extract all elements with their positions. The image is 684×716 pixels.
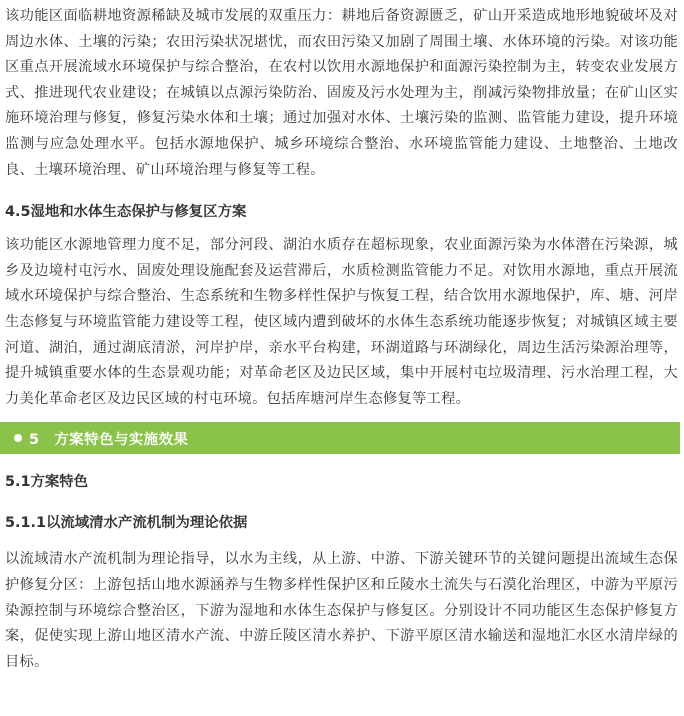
section-heading-5-1: 5.1方案特色	[5, 474, 89, 491]
section-heading-5-1-1: 5.1.1以流域清水产流机制为理论依据	[5, 515, 248, 532]
section-heading-4-5: 4.5湿地和水体生态保护与修复区方案	[5, 204, 247, 221]
paragraph-function-zone-4-4: 该功能区面临耕地资源稀缺及城市发展的双重压力：耕地后备资源匮乏，矿山开采造成地形地貌破坏及对周边水体、土壤的污染；农田污染状况堪忧，而农田污染又加剧了周围土壤、水体环境的污染。对该功能区重点开展流域水环境保护与综合整治，在农村以饮用水源地保护和面源污染控制为主，转变农业发展方式、推进现代农业建设；在城镇以点源污染防治、固废及污水处理为主，削减污染物排放量；在矿山区实施环境治理与修复，修复污染水体和土壤；通过加强对水体、土壤污染的监测、监管能力建设，提升环境监测与应急处理水平。包括水源地保护、城乡环境综合整治、水环境监管能力建设、土地整治、土地改良、土壤环境治理、矿山环境治理与修复等工程。	[5, 8, 678, 178]
paragraph-clean-water-mechanism: 以流域清水产流机制为理论指导，以水为主线，从上游、中游、下游关键环节的关键问题提出流域生态保护修复分区：上游包括山地水源涵养与生物多样性保护区和丘陵水土流失与石漠化治理区，中游为平原污染源控制与环境综合整治区，下游为湿地和水体生态保护与修复区。分别设计不同功能区生态保护修复方案，促使实现上游山地区清水产流、中游丘陵区清水养护、下游平原区清水输送和湿地汇水区水清岸绿的目标。	[5, 551, 678, 670]
bullet-dot-icon	[14, 434, 22, 442]
banner-title: 5 方案特色与实施效果	[29, 431, 189, 448]
paragraph-wetland-zone: 该功能区水源地管理力度不足，部分河段、湖泊水质存在超标现象，农业面源污染为水体潜在污染源，城乡及边境村屯污水、固废处理设施配套及运营滞后，水质检测监管能力不足。对饮用水源地，重点开展流域水环境保护与综合整治、生态系统和生物多样性保护与恢复工程，结合饮用水源地保护，库、塘、河岸生态修复与环境监管能力建设等工程，使区域内遭到破坏的水体生态系统功能逐步恢复；对城镇区域主要河道、湖泊，通过湖底清淤，河岸护岸，亲水平台构建，环湖道路与环湖绿化，周边生活污染源治理等，提升城镇重要水体的生态景观功能；对革命老区及边民区域，集中开展村屯垃圾清理、污水治理工程，大力美化革命老区及边民区域的村屯环境。包括库塘河岸生态修复等工程。	[5, 237, 678, 407]
section-banner-5	[0, 422, 680, 454]
